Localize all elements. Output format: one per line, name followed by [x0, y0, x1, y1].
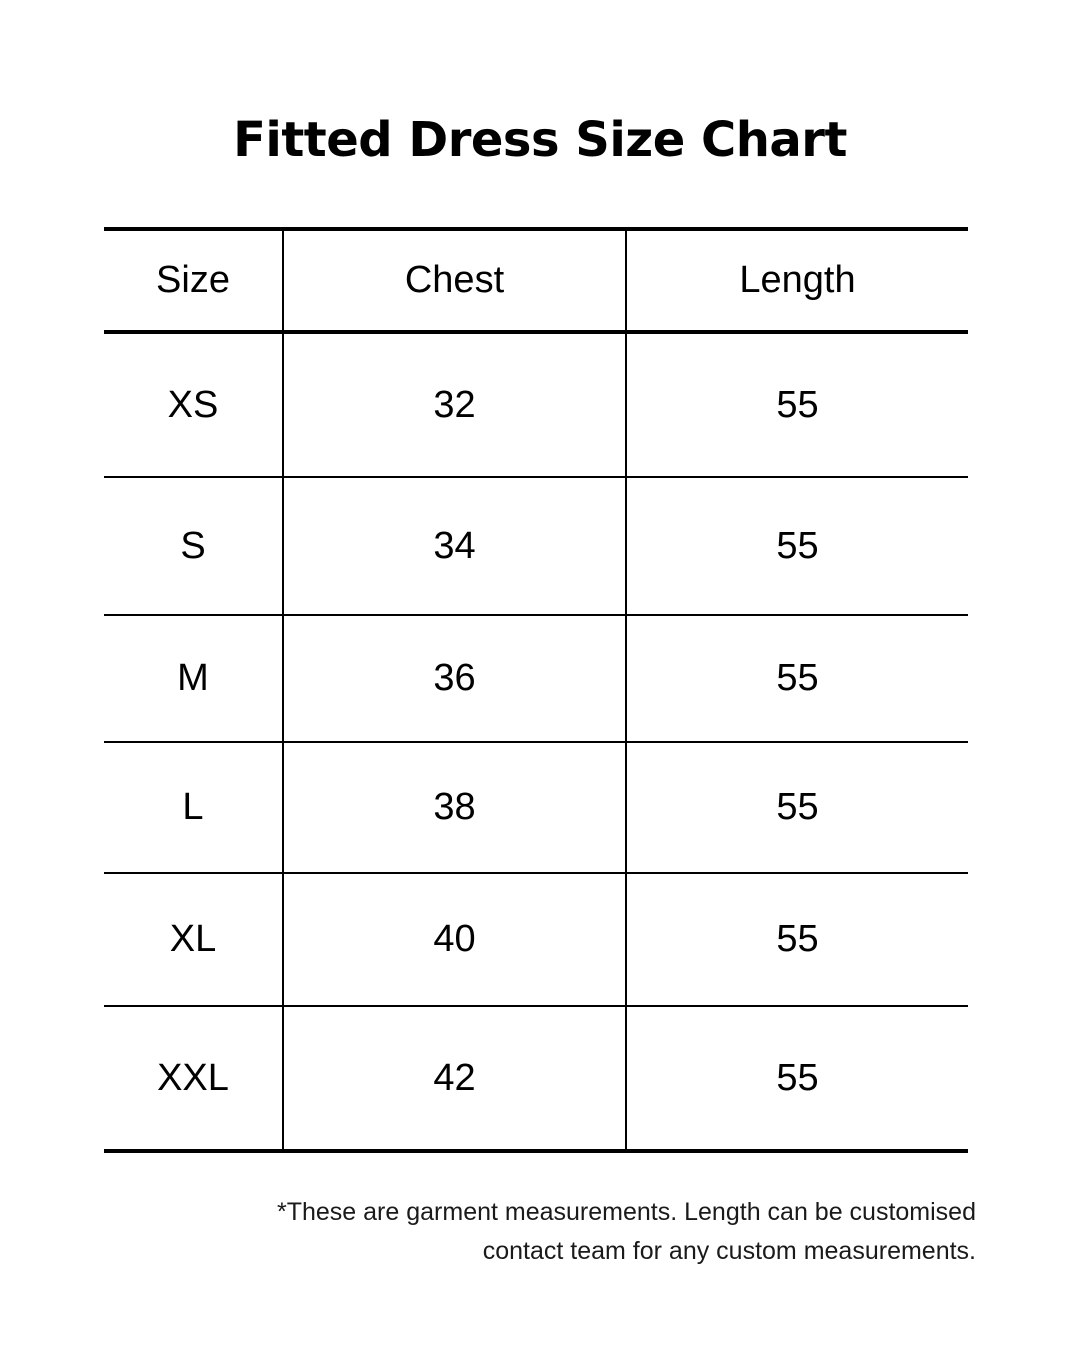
chest-cell: 36 [433, 657, 476, 699]
table-bottom-rule [104, 1149, 968, 1153]
chest-cell: 38 [433, 786, 476, 828]
chest-cell: 40 [433, 918, 476, 960]
size-cell: XS [167, 383, 219, 426]
size-cell: L [182, 786, 204, 828]
length-cell: 55 [776, 383, 819, 426]
footnote-line: *These are garment measurements. Length can be customised [277, 1198, 976, 1226]
column-header-size: Size [156, 259, 230, 301]
column-header-chest: Chest [404, 259, 505, 301]
length-cell: 55 [776, 786, 819, 828]
length-cell: 55 [776, 524, 819, 567]
size-cell: S [180, 524, 206, 567]
length-cell: 55 [776, 657, 819, 699]
size-cell: M [177, 657, 209, 699]
chest-cell: 34 [433, 524, 476, 567]
size-cell: XXL [157, 1056, 229, 1099]
length-cell: 55 [776, 918, 819, 960]
page-title: Fitted Dress Size Chart [233, 112, 847, 168]
footnote [176, 1193, 976, 1271]
column-header-length: Length [739, 259, 856, 301]
size-cell: XL [169, 918, 217, 960]
footnote-line: contact team for any custom measurements. [482, 1237, 976, 1265]
size-chart-table [104, 227, 968, 1153]
length-cell: 55 [776, 1056, 819, 1099]
chest-cell: 32 [433, 383, 476, 426]
chest-cell: 42 [433, 1056, 476, 1099]
